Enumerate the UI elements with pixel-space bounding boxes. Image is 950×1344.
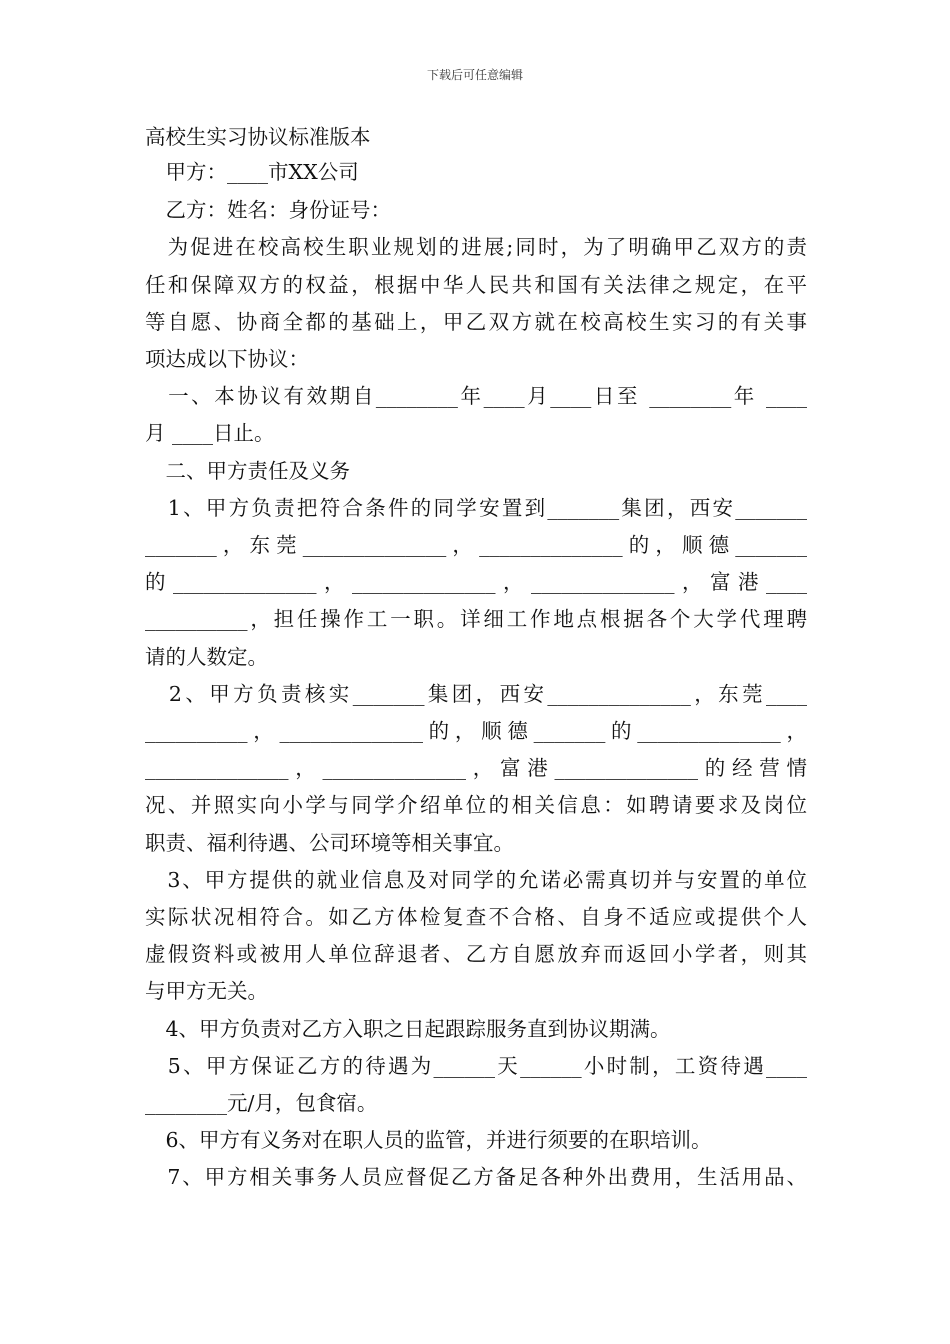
document-title: 高校生实习协议标准版本 <box>145 125 371 149</box>
party-b-line: 乙方：姓名：身份证号： <box>145 198 391 222</box>
party-a-line: 甲方：____市XX公司 <box>145 160 359 184</box>
text-line: 请的人数定。 <box>145 645 268 669</box>
text-line: 实际状况相符合。如乙方体检复查不合格、自身不适应或提供个人 <box>145 905 807 929</box>
text-line: 5、甲方保证乙方的待遇为______天______小时制，工资待遇____ <box>145 1054 807 1078</box>
text-line: 职责、福利待遇、公司环境等相关事宜。 <box>145 831 514 855</box>
text-line: 一、本协议有效期自________年____月____日至 ________年 ____ <box>145 384 807 408</box>
text-line: 虚假资料或被用人单位辞退者、乙方自愿放弃而返回小学者，则其 <box>145 942 807 966</box>
text-line: 与甲方无关。 <box>145 979 268 1003</box>
text-line: __________，担任操作工一职。详细工作地点根据各个大学代理聘 <box>145 607 807 631</box>
text-line: __________，______________的，顺德_______的______________， <box>145 719 807 743</box>
section-heading: 二、甲方责任及义务 <box>145 459 350 483</box>
text-line: 为促进在校高校生职业规划的进展;同时，为了明确甲乙双方的责 <box>145 235 807 259</box>
text-line: 等自愿、协商全都的基础上，甲乙双方就在校高校生实习的有关事 <box>145 310 807 334</box>
text-line: 3、甲方提供的就业信息及对同学的允诺必需真切并与安置的单位 <box>145 868 807 892</box>
text-line: 项达成以下协议： <box>145 347 309 371</box>
text-line: 7、甲方相关事务人员应督促乙方备足各种外出费用，生活用品、 <box>145 1165 807 1189</box>
page-header-note: 下载后可任意编辑 <box>426 68 523 82</box>
text-line: 任和保障双方的权益，根据中华人民共和国有关法律之规定，在平 <box>145 273 807 297</box>
text-line: ______________，______________，富港______________的经营情 <box>145 756 807 780</box>
text-line: 月 ____日止。 <box>145 421 275 445</box>
text-line: 的______________，______________，______________，富港____ <box>145 570 807 594</box>
text-line: 况、并照实向小学与同学介绍单位的相关信息：如聘请要求及岗位 <box>145 793 807 817</box>
text-line: ________元/月，包食宿。 <box>145 1091 378 1115</box>
text-line: 6、甲方有义务对在职人员的监管，并进行须要的在职培训。 <box>145 1128 712 1152</box>
text-line: _______，东莞______________，______________的，顺德_______ <box>145 533 807 557</box>
text-line: 1、甲方负责把符合条件的同学安置到_______集团，西安_______ <box>145 496 807 520</box>
text-line: 4、甲方负责对乙方入职之日起跟踪服务直到协议期满。 <box>145 1017 671 1041</box>
text-line: 2、甲方负责核实_______集团，西安______________，东莞____ <box>145 682 807 706</box>
